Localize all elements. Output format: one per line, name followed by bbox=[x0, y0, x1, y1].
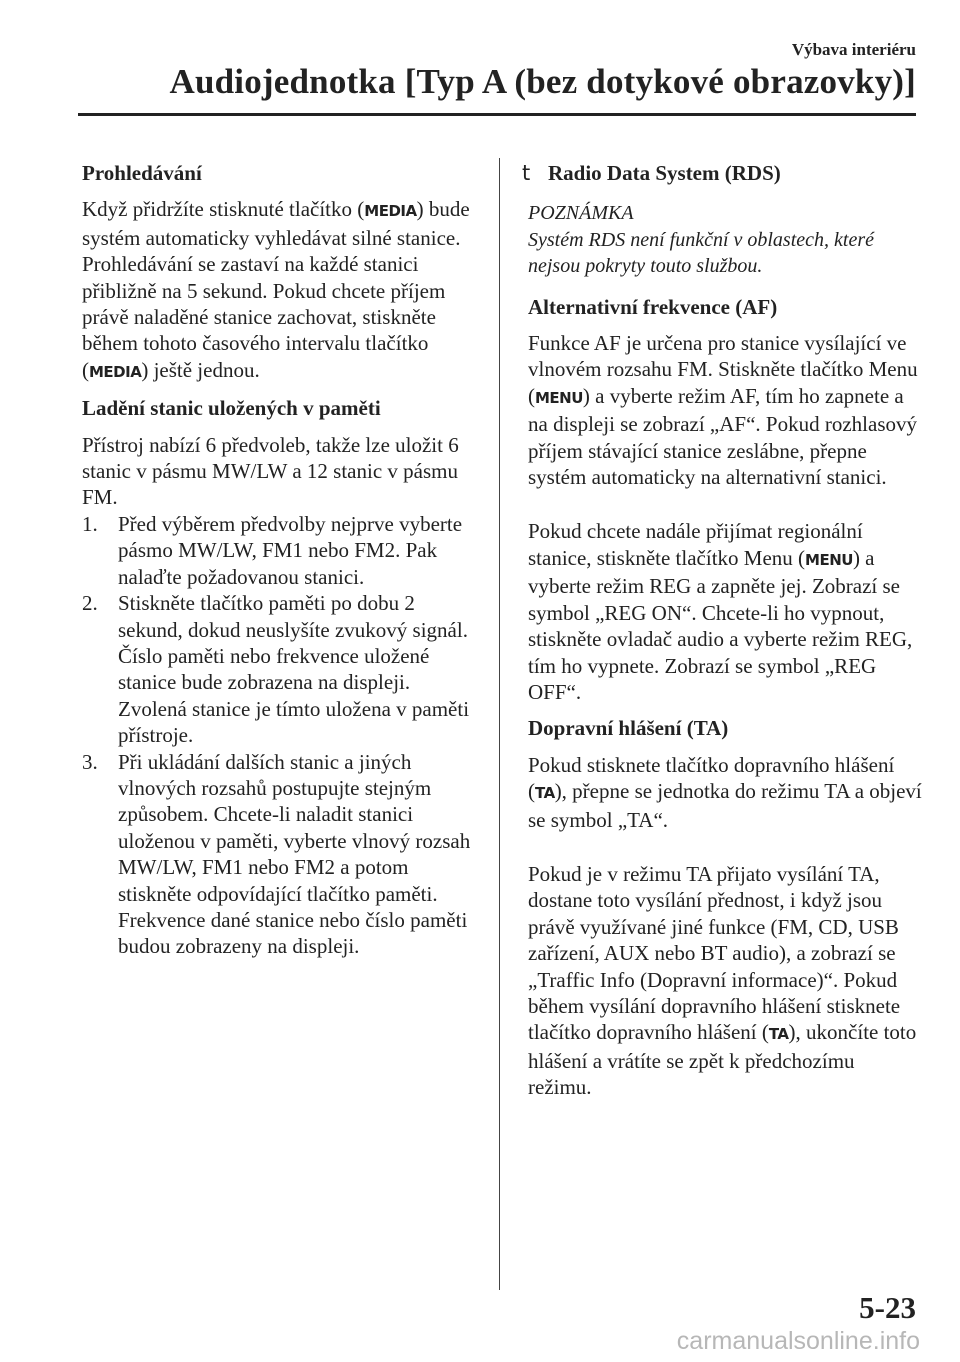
paragraph-af-2: Pokud chcete nadále přijímat regionální stanice, stiskněte tlačítko Menu (MENU) a vyberte režim REG a zapněte jej. Zobrazí se symbol „REG ON“. Chcete-li ho vypnout, stiskněte ovladač audio a vyberte režim REG, tím ho vypnete. Zobrazí se symbol „REG OFF“. bbox=[528, 519, 913, 704]
paragraph-af-1: Funkce AF je určena pro stanice vysílající ve vlnovém rozsahu FM. Stiskněte tlačítko Menu (MENU) a vyberte režim AF, tím ho zapnete a na displeji se zobrazí „AF“. Pokud rozhlasový příjem stávající stanice zeslábne, přepne systém automaticky na alternativní stanici. bbox=[528, 331, 918, 490]
right-column bbox=[522, 160, 923, 1111]
preset-steps-list bbox=[82, 511, 480, 960]
heading-ta: Dopravní hlášení (TA) bbox=[528, 716, 729, 741]
list-item: 1. Před výběrem předvolby nejprve vyberte pásmo MW/LW, FM1 nebo FM2. Pak nalaďte požadovanou stanici. bbox=[82, 511, 463, 589]
section-title-rds: t Radio Data System (RDS) bbox=[522, 161, 781, 185]
paragraph-ta-1: Pokud stisknete tlačítko dopravního hlášení (TA), přepne se jednotka do režimu TA a objeví se symbol „TA“. bbox=[528, 752, 922, 832]
heading-preset-tuning: Ladění stanic uložených v paměti bbox=[82, 396, 381, 421]
note-text: Systém RDS není funkční v oblastech, které nejsou pokryty touto službou. bbox=[528, 228, 874, 278]
paragraph-presets: Přístroj nabízí 6 předvoleb, takže lze uložit 6 stanic v pásmu MW/LW a 12 stanic v pásmu FM. bbox=[82, 432, 459, 510]
ta-key-icon: TA bbox=[535, 784, 555, 803]
watermark: carmanualsonline.info bbox=[676, 1327, 920, 1355]
left-column bbox=[82, 160, 480, 960]
section-bullet-icon: t bbox=[522, 161, 531, 185]
list-item: 2. Stiskněte tlačítko paměti po dobu 2 sekund, dokud neuslyšíte zvukový signál. Číslo paměti nebo frekvence uložené stanice bude zobrazena na displeji. Zvolená stanice je tímto uložena v paměti přístroje. bbox=[82, 591, 470, 748]
heading-prohledavani: Prohledávání bbox=[82, 161, 202, 185]
chapter-label: Výbava interiéru bbox=[791, 40, 916, 59]
paragraph-ta-2: Pokud je v režimu TA přijato vysílání TA, dostane toto vysílání přednost, i když jsou právě využívané jiné funkce (FM, CD, USB zařízení, AUX nebo BT audio), a zobrazí se „Traffic Info (Dopravní informace)“. Pokud během vysílání dopravního hlášení stisknete tlačítko dopravního hlášení (TA), ukončíte toto hlášení a vrátíte se zpět k předchozímu režimu. bbox=[528, 861, 917, 1100]
page-title: Audiojednotka [Typ A (bez dotykové obrazovky)] bbox=[169, 62, 916, 101]
page-number: 5-23 bbox=[859, 1290, 916, 1325]
note-label: POZNÁMKA bbox=[528, 202, 634, 225]
menu-key-icon: MENU bbox=[535, 388, 583, 407]
heading-af: Alternativní frekvence (AF) bbox=[528, 294, 778, 319]
media-key-icon: MEDIA bbox=[364, 202, 417, 221]
paragraph-scan: Když přidržíte stisknuté tlačítko (MEDIA) bude systém automaticky vyhledávat silné stanice. Prohledávání se zastaví na každé stanici přibližně na 5 sekund. Pokud chcete příjem právě naladěné stanice zachovat, stiskněte během tohoto časového intervalu tlačítko (MEDIA) ještě jednou. bbox=[82, 197, 470, 382]
media-key-icon: MEDIA bbox=[89, 362, 142, 381]
menu-key-icon: MENU bbox=[805, 550, 853, 569]
ta-key-icon: TA bbox=[768, 1025, 789, 1044]
list-item: 3. Při ukládání dalších stanic a jiných vlnových rozsahů postupujte stejným způsobem. Chcete-li naladit stanici uloženou v paměti, vyberte vlnový rozsah MW/LW, FM1 nebo FM2 a potom stiskněte odpovídající tlačítko paměti. Frekvence dané stanice nebo číslo paměti budou zobrazeny na displeji. bbox=[82, 749, 471, 959]
header-rule bbox=[78, 113, 916, 116]
column-divider bbox=[499, 158, 500, 1290]
